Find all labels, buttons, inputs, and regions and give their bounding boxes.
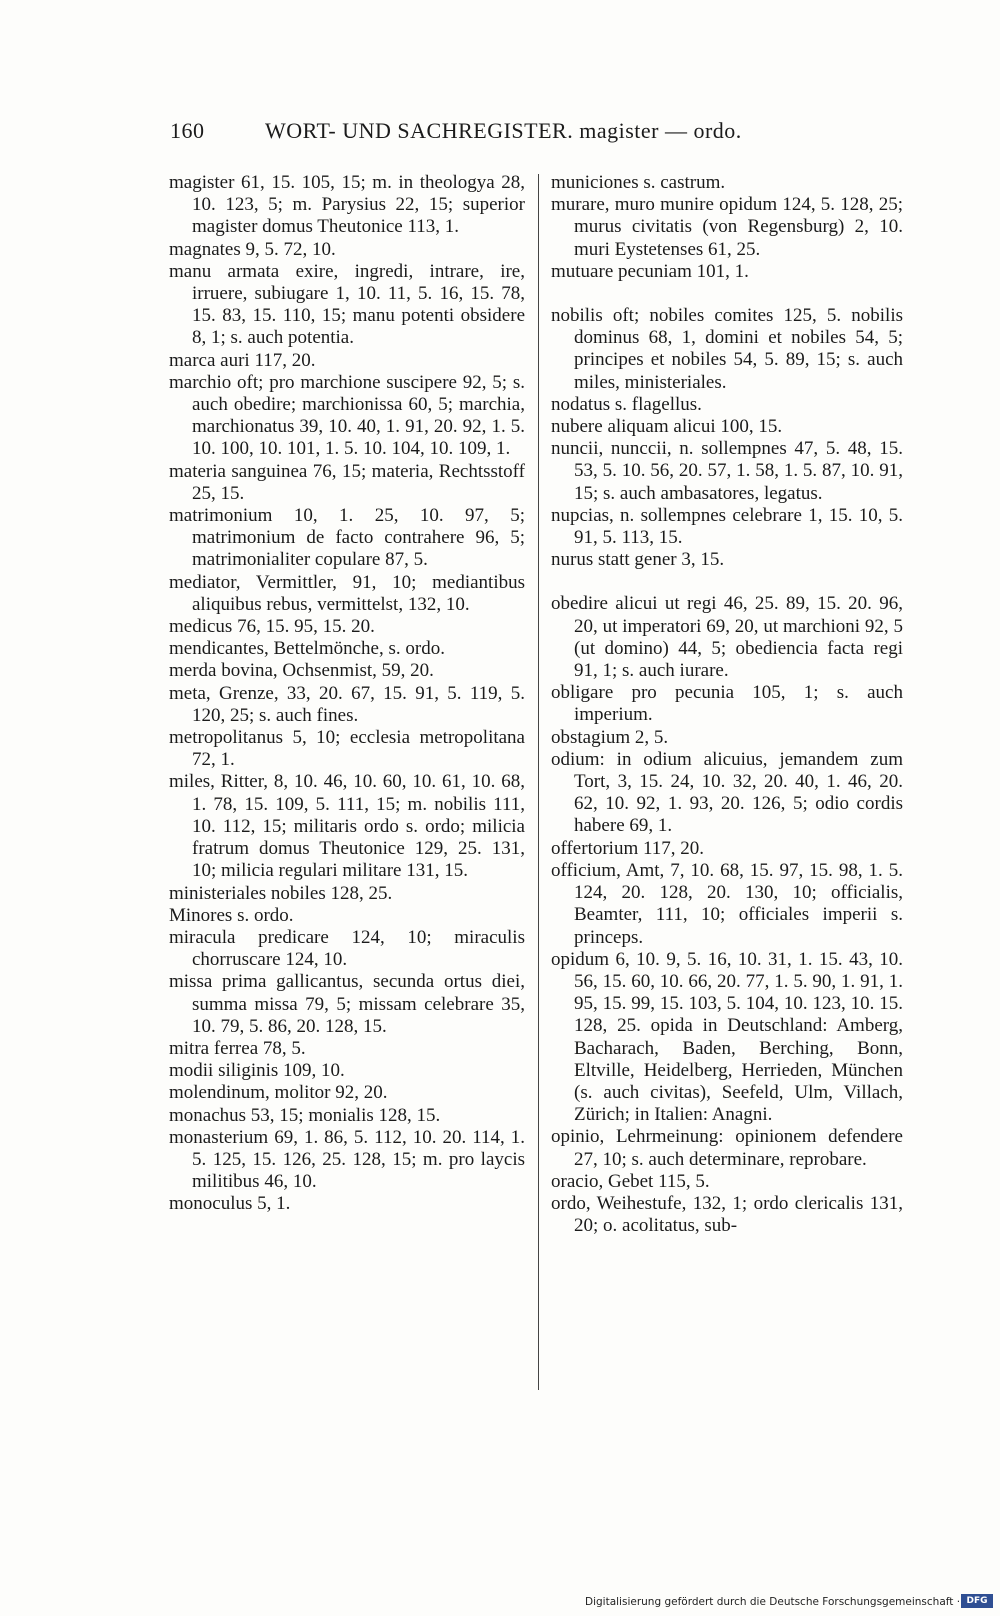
index-entry: mendicantes, Bettelmönche, s. ordo.: [169, 638, 445, 660]
index-entry: nuncii, nunccii, n. sollempnes 47, 5. 48, 15. 53, 5. 10. 56, 20. 57, 1. 58, 1. 5. 87, 10. 91, 15; s. auch ambasatores, legatus.: [551, 438, 903, 504]
dfg-logo: DFG: [961, 1594, 993, 1608]
index-entry: oracio, Gebet 115, 5.: [551, 1170, 710, 1192]
funding-note: Digitalisierung gefördert durch die Deutsche Forschungsgemeinschaft ·: [585, 1596, 961, 1608]
index-entry: magister 61, 15. 105, 15; m. in theologya 28, 10. 123, 5; m. Parysius 22, 15; superior magister domus Theutonice 113, 1.: [169, 172, 525, 238]
index-column-right: [551, 172, 903, 1237]
index-entry: marca auri 117, 20.: [169, 349, 316, 371]
index-entry: mediator, Vermittler, 91, 10; mediantibus aliquibus rebus, vermittelst, 132, 10.: [169, 571, 525, 615]
column-divider: [538, 174, 539, 1390]
index-entry: mutuare pecuniam 101, 1.: [551, 260, 749, 282]
index-entry: mitra ferrea 78, 5.: [169, 1037, 306, 1059]
index-entry: ministeriales nobiles 128, 25.: [169, 882, 393, 904]
index-entry: murare, muro munire opidum 124, 5. 128, 25; murus civitatis (von Regensburg) 2, 10. muri Eystetenses 61, 25.: [551, 194, 903, 260]
index-entry: molendinum, molitor 92, 20.: [169, 1082, 388, 1104]
index-entry: manu armata exire, ingredi, intrare, ire, irruere, subiugare 1, 10. 11, 5. 16, 15. 78, 15. 83, 15. 110, 15; manu potenti obsidere 8, 1; s. auch potentia.: [169, 260, 525, 349]
index-entry: opinio, Lehrmeinung: opinionem defendere 27, 10; s. auch determinare, reprobare.: [551, 1126, 903, 1170]
index-entry: municiones s. castrum.: [551, 172, 726, 193]
index-entry: opidum 6, 10. 9, 5. 16, 10. 31, 1. 15. 43, 10. 56, 15. 60, 10. 66, 20. 77, 1. 5. 90, 1. 91, 1. 95, 15. 99, 15. 103, 5. 104, 10. 123, 10. 15. 128, 25. opida in Deutschland: Amberg, Bacharach, Baden, Berching, Bonn, Eltville, Heidelberg, Herrieden, München (s. auch civitas), Seefeld, Ulm, Villach, Zürich; in Italien: Anagni.: [551, 948, 903, 1126]
digitization-footer: [585, 1594, 995, 1612]
index-entry: miles, Ritter, 8, 10. 46, 10. 60, 10. 61, 10. 68, 1. 78, 15. 109, 5. 111, 15; m. nobilis 111, 10. 112, 15; militaris ordo s. ordo; milicia fratrum domus Theutonice 129, 25. 131, 10; milicia regulari militare 131, 15.: [169, 771, 525, 882]
index-entry: obligare pro pecunia 105, 1; s. auch imperium.: [551, 682, 903, 726]
index-entry: modii siliginis 109, 10.: [169, 1060, 345, 1082]
index-entry: monasterium 69, 1. 86, 5. 112, 10. 20. 114, 1. 5. 125, 15. 126, 25. 128, 15; m. pro laycis militibus 46, 10.: [169, 1126, 525, 1193]
index-entry: missa prima gallicantus, secunda ortus diei, summa missa 79, 5; missam celebrare 35, 10. 79, 5. 86, 20. 128, 15.: [169, 971, 525, 1037]
index-entry: nodatus s. flagellus.: [551, 393, 702, 415]
index-entry: meta, Grenze, 33, 20. 67, 15. 91, 5. 119, 5. 120, 25; s. auch fines.: [169, 682, 525, 726]
index-entry: monoculus 5, 1.: [169, 1193, 291, 1215]
index-entry: obedire alicui ut regi 46, 25. 89, 15. 20. 96, 20, ut imperatori 69, 20, ut marchioni 92, 5 (ut domino) 44, 5; obediencia facta regi 91, 1; s. auch iurare.: [551, 593, 903, 682]
index-entry: Minores s. ordo.: [169, 904, 294, 926]
index-entry: materia sanguinea 76, 15; materia, Rechtsstoff 25, 15.: [169, 460, 525, 504]
index-entry: ordo, Weihestufe, 132, 1; ordo clericalis 131, 20; o. acolitatus, sub-: [551, 1192, 903, 1237]
page-number: 160: [170, 118, 205, 143]
index-entry: magnates 9, 5. 72, 10.: [169, 238, 336, 260]
index-entry: matrimonium 10, 1. 25, 10. 97, 5; matrimonium de facto contrahere 96, 5; matrimonialiter copulare 87, 5.: [169, 505, 525, 571]
index-entry: obstagium 2, 5.: [551, 726, 669, 748]
index-entry: nobilis oft; nobiles comites 125, 5. nobilis dominus 68, 1, domini et nobiles 54, 5; principes et nobiles 54, 5. 89, 15; s. auch miles, ministeriales.: [551, 305, 903, 393]
index-entry: nubere aliquam alicui 100, 15.: [551, 416, 783, 438]
index-entry: miracula predicare 124, 10; miraculis chorruscare 124, 10.: [169, 926, 525, 971]
running-title: WORT- UND SACHREGISTER. magister — ordo.: [265, 118, 742, 143]
index-entry: odium: in odium alicuius, jemandem zum Tort, 3, 15. 24, 10. 32, 20. 40, 1. 46, 20. 62, 10. 92, 1. 93, 20. 126, 5; odio cordis habere 69, 1.: [551, 748, 903, 837]
index-entry: monachus 53, 15; monialis 128, 15.: [169, 1104, 441, 1126]
index-column-left: [169, 172, 525, 1216]
index-entry: nurus statt gener 3, 15.: [551, 549, 725, 571]
page-header: [170, 118, 815, 150]
index-entry: officium, Amt, 7, 10. 68, 15. 97, 15. 98, 1. 5. 124, 20. 128, 20. 130, 10; officialis, Beamter, 111, 10; officiales imperii s. princeps.: [551, 859, 903, 948]
index-entry: medicus 76, 15. 95, 15. 20.: [169, 616, 375, 638]
index-entry: offertorium 117, 20.: [551, 837, 705, 859]
index-entry: nupcias, n. sollempnes celebrare 1, 15. 10, 5. 91, 5. 113, 15.: [551, 504, 903, 549]
index-entry: merda bovina, Ochsenmist, 59, 20.: [169, 660, 434, 682]
index-entry: marchio oft; pro marchione suscipere 92, 5; s. auch obedire; marchionissa 60, 5; marchia, marchionatus 39, 10. 40, 1. 91, 20. 92, 1. 5. 10. 100, 10. 101, 1. 5. 10. 104, 10. 109, 1.: [169, 371, 525, 460]
index-entry: metropolitanus 5, 10; ecclesia metropolitana 72, 1.: [169, 727, 525, 771]
